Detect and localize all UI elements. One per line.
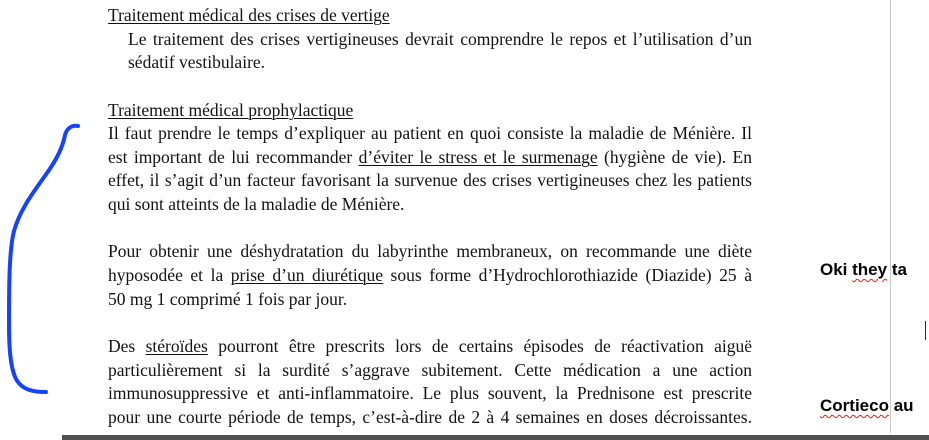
text-segment: hyposodée et la [108,265,231,286]
text-line [108,335,752,359]
heading-text: Traitement médical prophylactique [108,99,354,120]
spellcheck-flagged-word[interactable]: Cortieco [820,396,889,415]
note-line [820,260,907,280]
side-notes-editor[interactable] [818,0,929,433]
text-segment: pourront être prescrits lors de certains épisodes de réactivation aiguë [207,335,752,356]
text-line: Pour obtenir une déshydratation du labyrinthe membraneux, on recommande une diète [108,241,752,262]
text-line [108,146,752,170]
text-line: particulièrement si la surdité s’aggrave subitement. Cette médication a une action [108,359,752,380]
text-segment: Des [108,335,146,356]
note-text: au [888,396,914,415]
document-page[interactable] [108,4,752,430]
text-line: qui sont atteints de la maladie de Ménière. [108,194,405,215]
text-line: Il faut prendre le temps d’expliquer au patient en quoi consiste la maladie de Ménière. Il [108,123,752,144]
annotation-bracket-stroke [9,126,78,392]
text-segment: sous forme d’Hydrochlorothiazide (Diazide) 25 à [382,265,752,286]
text-line: immunosuppressive et anti-inflammatoire. Le plus souvent, la Prednisone est prescrite [108,383,752,404]
underlined-phrase: prise d’un diurétique [230,265,383,286]
note-line [820,396,914,416]
text-segment: est important de lui recommander [108,146,359,167]
section-heading-vertigo-crisis [108,4,752,28]
note-text: Oki [820,260,853,279]
underlined-phrase: stéroïdes [145,335,208,356]
text-line: Le traitement des crises vertigineuses devrait comprendre le repos et l’utilisation d’un [128,28,752,49]
section-heading-prophylactic [108,99,752,123]
text-cursor [925,321,926,340]
text-line [108,264,752,288]
annotation-layer [0,0,100,440]
underlined-phrase: d’éviter le stress et le surmenage [358,146,598,167]
text-line: pour une courte période de temps, c’est-à-dire de 2 à 4 semaines en doses décroissantes. [108,406,752,427]
spellcheck-flagged-word[interactable]: they [852,260,888,279]
text-line: effet, il s’agit d’un facteur favorisant la survenue des crises vertigineuses chez les patients [108,170,752,191]
heading-text: Traitement médical des crises de vertige [108,5,390,25]
text-line: 50 mg 1 comprimé 1 fois par jour. [108,288,348,309]
text-line: sédatif vestibulaire. [128,52,266,73]
text-segment: (hygiène de vie). En [597,146,752,167]
window-bottom-edge [62,435,929,440]
note-text: ta [887,260,907,279]
